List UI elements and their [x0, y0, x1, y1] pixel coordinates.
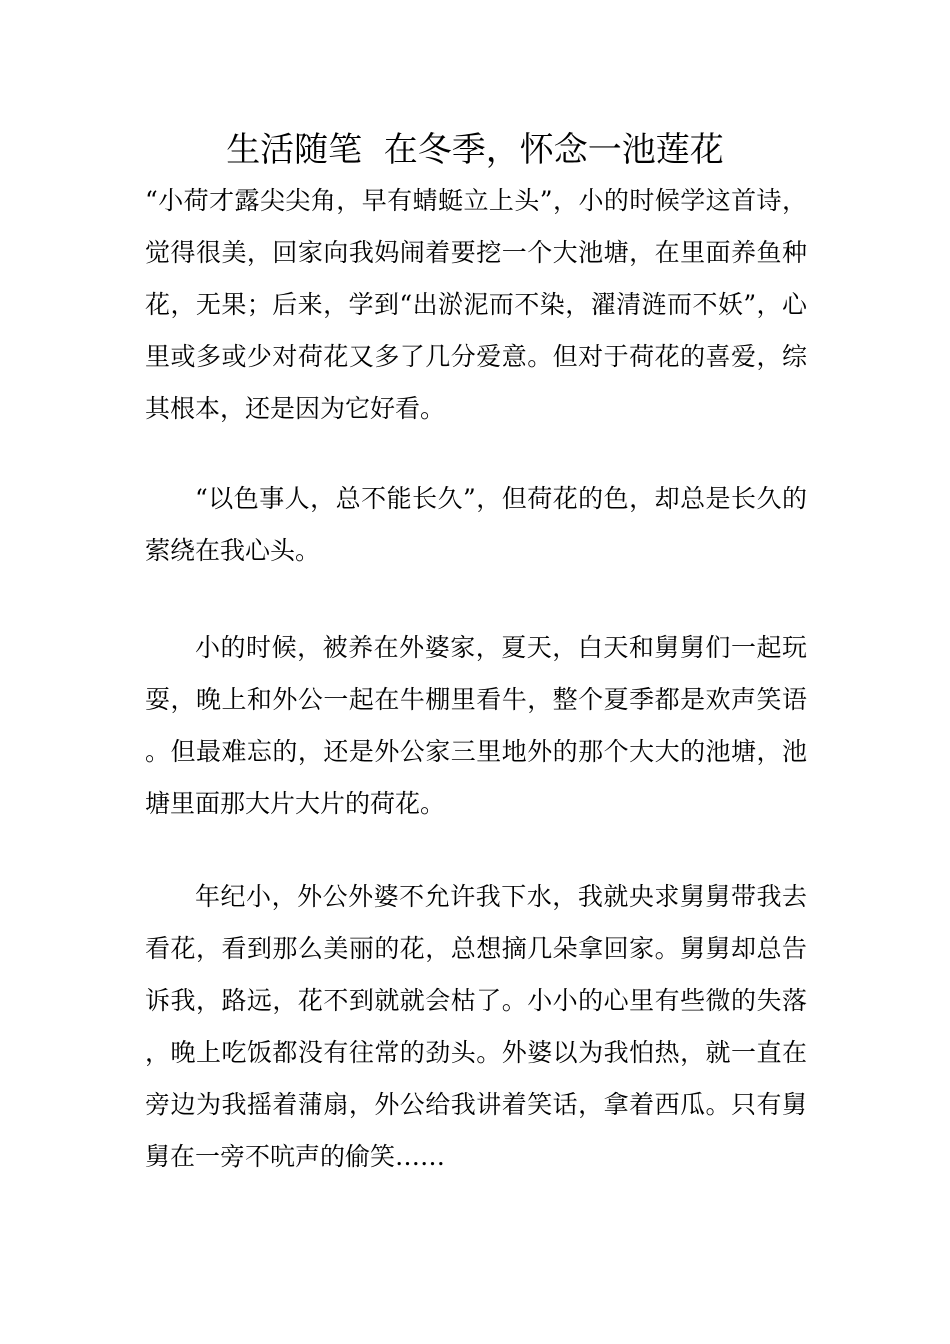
- paragraph-3: 小的时候，被养在外婆家，夏天，白天和舅舅们一起玩耍，晚上和外公一起在牛棚里看牛，整个夏季都是欢声笑语。但最难忘的，还是外公家三里地外的那个大大的池塘，池塘里面那大片大片的荷花。: [145, 633, 807, 818]
- paragraph-4: 年纪小，外公外婆不允许我下水，我就央求舅舅带我去看花，看到那么美丽的花，总想摘几朵拿回家。舅舅却总告诉我，路远，花不到就就会枯了。小小的心里有些微的失落，晚上吃饭都没有往常的劲头。外婆以为我怕热，就一直在旁边为我摇着蒲扇，外公给我讲着笑话，拿着西瓜。只有舅舅在一旁不吭声的偷笑……: [145, 882, 807, 1171]
- paragraph-2: “以色事人，总不能长久”，但荷花的色，却总是长久的萦绕在我心头。: [145, 484, 807, 565]
- document-title: 生活随笔 在冬季，怀念一池莲花: [226, 130, 724, 170]
- paragraph-1: “小荷才露尖尖角，早有蜻蜓立上头”，小的时候学这首诗，觉得很美，回家向我妈闹着要挖一个大池塘，在里面养鱼种花，无果；后来，学到“出淤泥而不染，濯清涟而不妖”，心里或多或少对荷花又多了几分爱意。但对于荷花的喜爱，综其根本，还是因为它好看。: [145, 186, 807, 423]
